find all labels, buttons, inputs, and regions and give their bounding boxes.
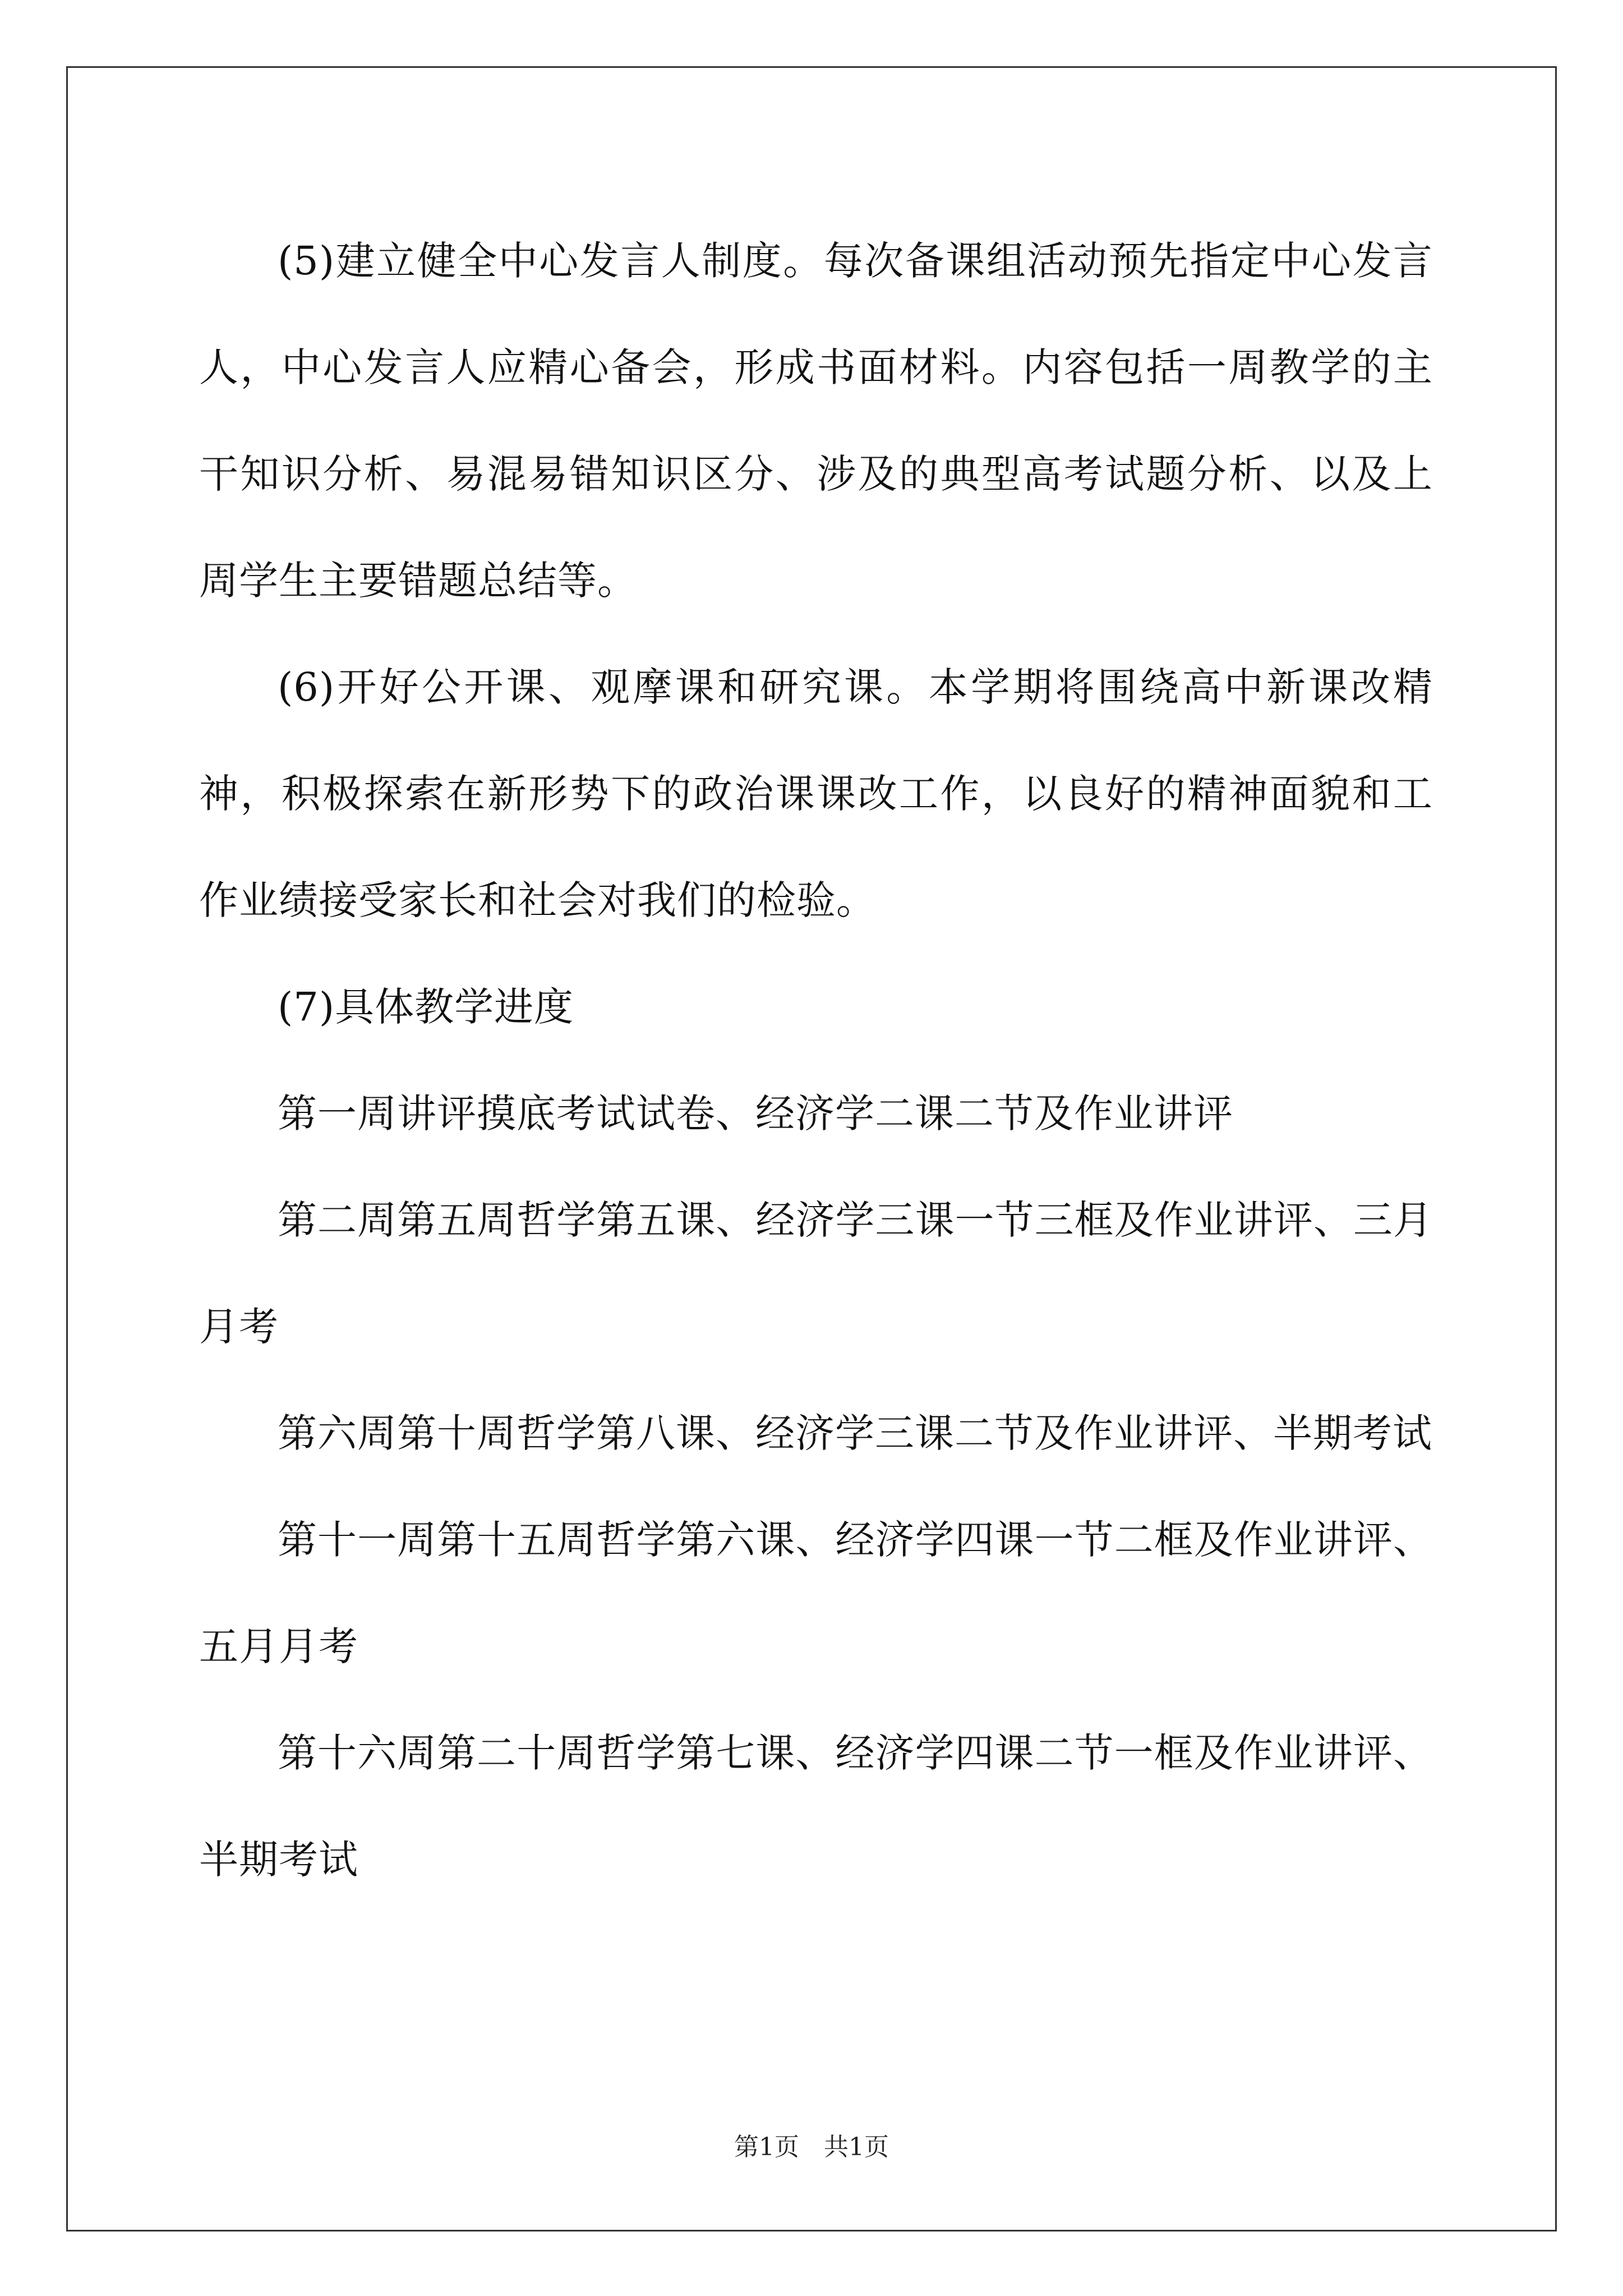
schedule-item-week-2-5: 第二周第五周哲学第五课、经济学三课一节三框及作业讲评、三月月考 xyxy=(199,1197,1433,1350)
schedule-item-week-11-15: 第十一周第十五周哲学第六课、经济学四课一节二框及作业讲评、五月月考 xyxy=(199,1517,1433,1669)
document-body xyxy=(199,208,1433,1913)
schedule-item-week-16-20: 第十六周第二十周哲学第七课、经济学四课二节一框及作业讲评、半期考试 xyxy=(199,1730,1433,1883)
page-footer: 第1页 共1页 xyxy=(734,2133,889,2161)
schedule-item-week-6-10: 第六周第十周哲学第八课、经济学三课二节及作业讲评、半期考试 xyxy=(278,1410,1432,1456)
paragraph-teaching-schedule-heading: (7)具体教学进度 xyxy=(278,984,574,1030)
paragraph-open-classes: (6)开好公开课、观摩课和研究课。本学期将围绕高中新课改精神，积极探索在新形势下的政治课课改工作，以良好的精神面貌和工作业绩接受家长和社会对我们的检验。 xyxy=(199,664,1433,923)
paragraph-center-speaker-system: (5)建立健全中心发言人制度。每次备课组活动预先指定中心发言人，中心发言人应精心备会，形成书面材料。内容包括一周教学的主干知识分析、易混易错知识区分、涉及的典型高考试题分析、以及上周学生主要错题总结等。 xyxy=(199,238,1433,604)
schedule-item-week-1: 第一周讲评摸底考试试卷、经济学二课二节及作业讲评 xyxy=(278,1091,1233,1137)
